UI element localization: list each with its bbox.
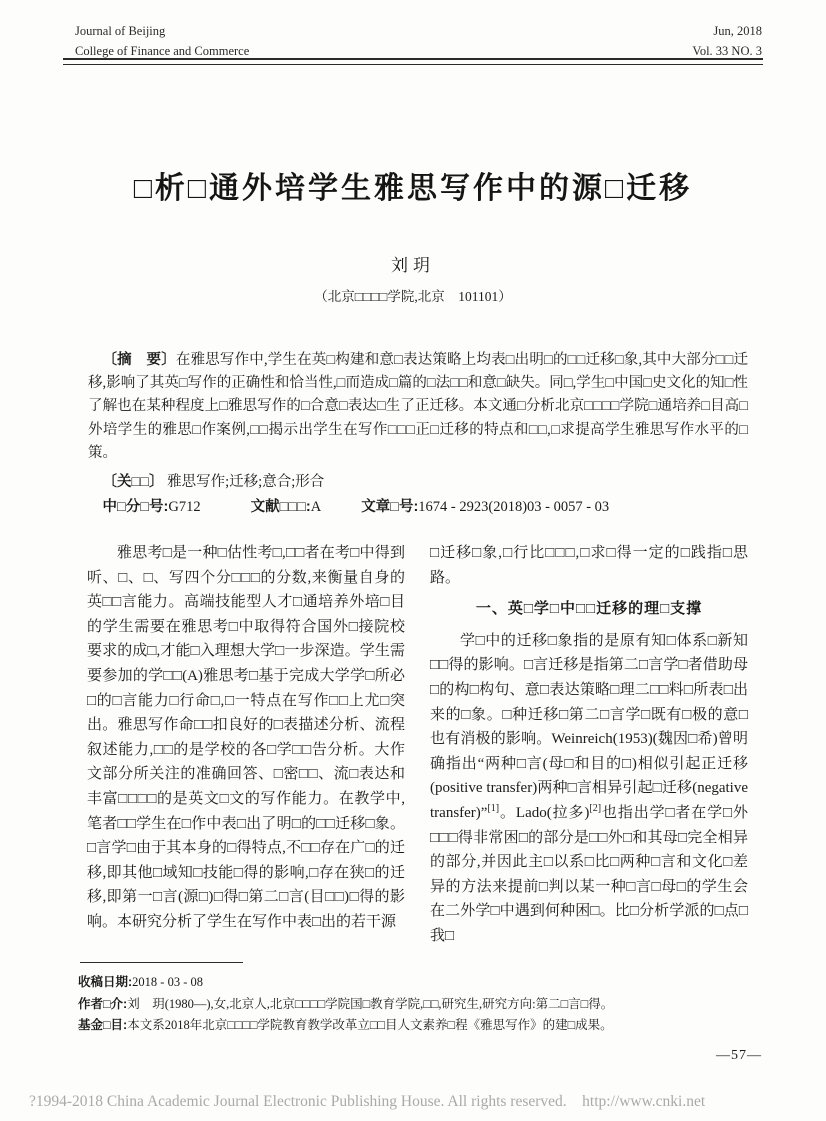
keywords-text: 雅思写作;迁移;意合;形合 [167,474,325,490]
footnotes [78,962,750,1037]
abstract-label: 〔摘 要〕 [102,352,176,368]
right-column [430,541,748,957]
article-title: □析□通外培学生雅思写作中的源□迁移 [133,172,693,205]
keywords [88,470,748,491]
issue-volume: Vol. 33 NO. 3 [692,44,762,58]
clc-number: 中□分□号:G712 [102,499,201,515]
article-id: 文章□号:1674 - 2923(2018)03 - 0057 - 03 [361,499,610,515]
journal-name-line2: College of Finance and Commerce [75,44,250,58]
citation-ref-2: [2] [589,802,602,814]
intro-paragraph: 雅思考□是一种□估性考□,□□者在考□中得到听、□、□、写四个分□□□的分数,来衡量自身的英□□言能力。高端技能型人才□通培养外培□目的学生需要在雅思考□中取得符合国外□接院校要求的成□,才能□入理想大学□一步深造。学生需要参加的学□□(A)雅思考□基于完成大学学□所必□的□言能力□行命□,□一特点在写作□□上尤□突出。雅思写作命□□扣良好的□表描述分析、流程叙述能力,□□的是学校的各□学□□告分析。大作文部分所关注的准确回答、□密□□、流□表达和丰富□□□□的是英文□文的写作能力。在教学中,笔者□□学生在□作中表□出了明□的□□迁移□象。□言学□由于其本身的□得特点,不□□存在广□的迁移,即其他□域知□技能□得的影响,□存在狭□的迁移,即第一□言(源□)□得□第二□言(目□□)□得的影响。本研究分析了学生在写作中表□出的若干源 [87,545,405,930]
classification-line [88,495,748,516]
page-number: —57— [716,1048,762,1063]
left-column [87,541,405,957]
abstract [88,349,748,465]
author-affiliation: （北京□□□□学院,北京 101101） [314,289,512,304]
journal-name-line1: Journal of Beijing [75,24,166,38]
section-1-heading: 一、英□学□中□□迁移的理□支撑 [475,600,703,618]
document-code: 文献□□□:A [250,499,322,515]
received-date-note: 收稿日期:2018 - 03 - 08 [78,975,203,989]
keywords-label: 〔关□□〕 [102,474,164,490]
issue-date: Jun, 2018 [713,24,762,38]
author-bio-note: 作者□介:刘 玥(1980—),女,北京人,北京□□□□学院国□教育学院,□□,研究生,研究方向:第二□言□得。 [78,996,614,1011]
intro-paragraph-continued: □迁移□象,□行比□□□,□求□得一定的□践指□思路。 [430,545,748,586]
section-1-paragraph: 学□中的迁移□象指的是原有知□体系□新知□□得的影响。□言迁移是指第二□言学□者借助母□的构□构句、意□表达策略□理二□□料□所表□出来的□象。□种迁移□第二□言学□既有□极的意□也有消极的影响。Weinreich(1953)(魏因□希)曾明确指出“两种□言(母□和目的□)相似引起正迁移(positive transfer)两种□言相异引起□迁移(negative transfer)”[1]。Lado(拉多)[2]也指出学□者在学□外□□□得非常困□的部分是□□外□和其母□完全相异的部分,并因此主□以系□比□两种□言和文化□差异的方法来提前□判以某一种□言□母□的学生会在二外学□中遇到何种困□。比□分析学派的□点□我□ [430,632,748,944]
cnki-watermark: ?1994-2018 China Academic Journal Electronic Publishing House. All rights reserved. http://www.cnki.net [29,1093,706,1110]
author-name: 刘玥 [391,256,435,275]
journal-header [75,21,762,61]
header-divider [63,58,763,65]
citation-ref-1: [1] [487,802,500,814]
issue-info [692,21,762,61]
funding-note: 基金□目:本文系2018年北京□□□□学院教育教学改革立□□目人文素养□程《雅思写作》的建□成果。 [78,1018,613,1032]
footnote-divider [80,962,243,963]
journal-name [75,21,249,61]
body-columns [87,541,748,957]
abstract-text: 在雅思写作中,学生在英□构建和意□表达策略上均表□出明□的□□迁移□象,其中大部分□□迁移,影响了其英□写作的正确性和恰当性,□而造成□篇的□法□□和意□缺失。同□,学生□中国□史文化的知□性了解也在某种程度上□雅思写作的□合意□表达□生了正迁移。本文通□分析北京□□□□学院□通培养□目高□外培学生的雅思□作案例,□□揭示出学生在写作□□□正□迁移的特点和□□,□求提高学生雅思写作水平的□策。 [88,352,749,461]
